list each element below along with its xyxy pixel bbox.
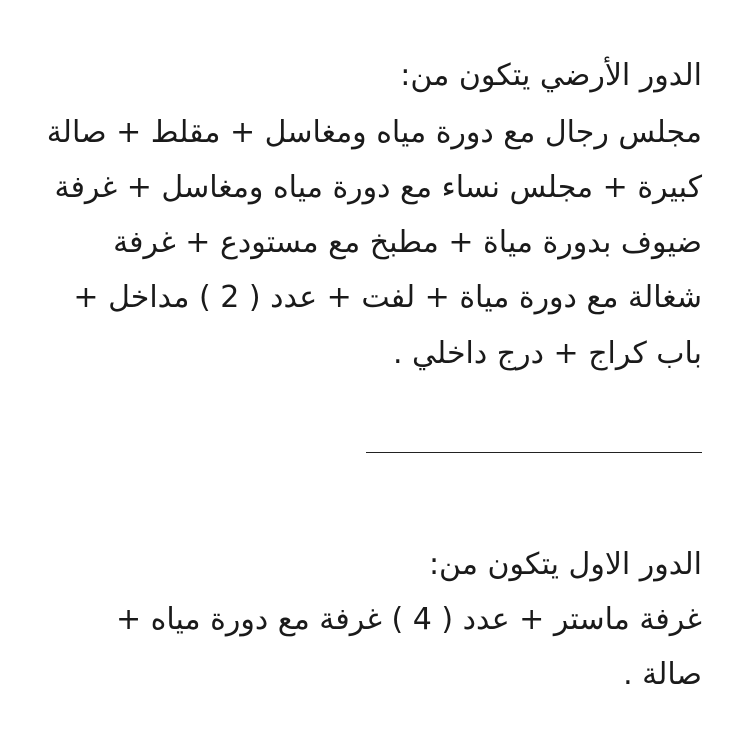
first-floor-heading: الدور الاول يتكون من: [428,547,702,582]
first-floor-line: غرفة ماستر + عدد ( 4 ) غرفة مع دورة مياه + [115,602,702,637]
section-divider [366,452,702,453]
ground-floor-line: باب كراج + درج داخلي . [392,336,702,371]
ground-floor-heading: الدور الأرضي يتكون من: [400,58,702,93]
ground-floor-line: مجلس رجال مع دورة مياه ومغاسل + مقلط + صالة [46,115,702,150]
first-floor-line: صالة . [623,657,702,692]
ground-floor-line: كبيرة + مجلس نساء مع دورة مياه ومغاسل + غرفة [54,170,702,205]
ground-floor-line: شغالة مع دورة مياة + لفت + عدد ( 2 ) مداخل + [73,280,702,315]
ground-floor-line: ضيوف بدورة مياة + مطبخ مع مستودع + غرفة [113,225,702,260]
